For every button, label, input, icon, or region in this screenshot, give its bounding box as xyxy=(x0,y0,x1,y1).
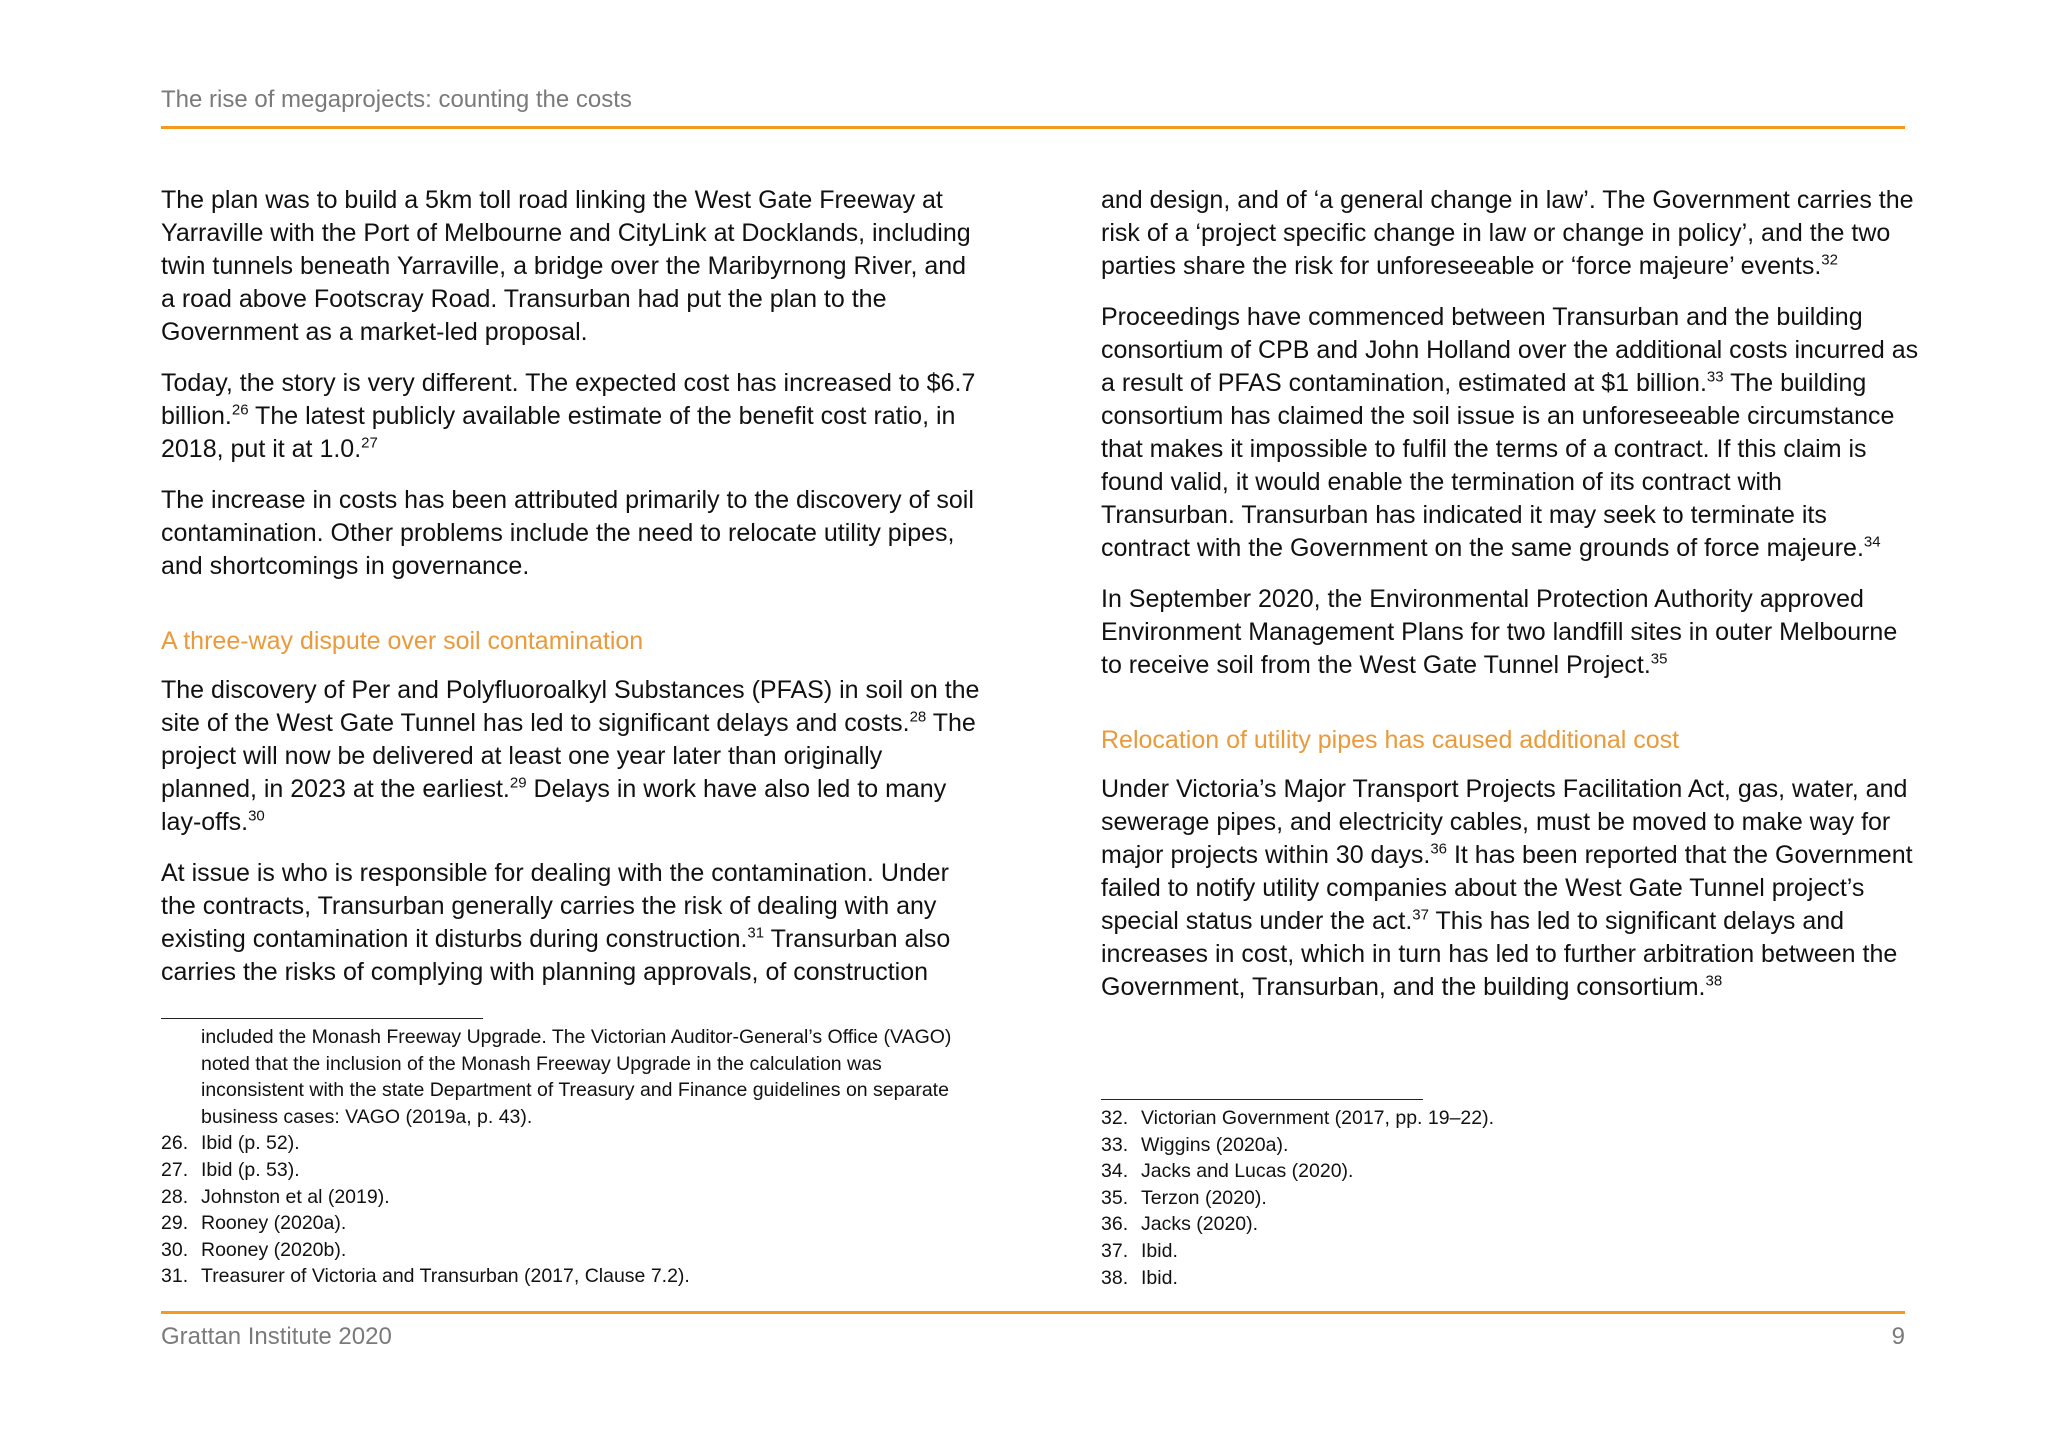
footer-organization: Grattan Institute 2020 xyxy=(161,1323,392,1350)
footnote-ref[interactable]: 28 xyxy=(909,708,927,726)
footnote-ref[interactable]: 35 xyxy=(1650,650,1668,668)
header-rule xyxy=(161,126,1905,129)
footnote-item: 32. Victorian Government (2017, pp. 19–22). xyxy=(1101,1107,1495,1129)
footnote-item: 35. Terzon (2020). xyxy=(1101,1186,1267,1209)
footnotes-left xyxy=(161,1024,981,1290)
footnote-item: 30. Rooney (2020b). xyxy=(161,1238,347,1261)
right-column xyxy=(1101,184,1921,1022)
footnote-ref[interactable]: 37 xyxy=(1412,906,1429,924)
footnote-ref[interactable]: 36 xyxy=(1430,840,1447,858)
footnote-ref[interactable]: 38 xyxy=(1705,972,1723,990)
paragraph: At issue is who is responsible for dealing with the contamination. Under the contracts, Transurban generally carries the risk of dealing with any existing contamination it disturbs during construction.$^{31}$ Transurban also carries the risks of complying with planning approvals, of construction xyxy=(161,859,951,986)
footnote-rule xyxy=(161,1018,483,1019)
footnote-ref[interactable]: 32 xyxy=(1821,251,1838,269)
footnote-item: 26. Ibid (p. 52). xyxy=(161,1132,300,1155)
footnote-item: 34. Jacks and Lucas (2020). xyxy=(1101,1160,1354,1183)
paragraph: The increase in costs has been attributed primarily to the discovery of soil contamination. Other problems include the need to relocate utility pipes, and shortcomings in governance. xyxy=(161,486,974,580)
paragraph: The plan was to build a 5km toll road linking the West Gate Freeway at Yarraville with the Port of Melbourne and CityLink at Docklands, including twin tunnels beneath Yarraville, a bridge over the Maribyrnong River, and a road above Footscray Road. Transurban had put the plan to the Government as a market-led proposal. xyxy=(161,186,971,346)
page-number: 9 xyxy=(1891,1323,1905,1350)
footnote-ref[interactable]: 34 xyxy=(1863,533,1881,551)
section-heading: A three-way dispute over soil contamination xyxy=(161,627,644,655)
footnote-item: 27. Ibid (p. 53). xyxy=(161,1158,300,1181)
paragraph: and design, and of ‘a general change in law’. The Government carries the risk of a ‘project specific change in law or change in policy’, and the two parties share the risk for unforeseeable or ‘force majeure’ events.$^{32}$ xyxy=(1101,186,1914,280)
footnote-item: 36. Jacks (2020). xyxy=(1101,1213,1259,1236)
footnote-ref[interactable]: 33 xyxy=(1706,368,1724,386)
paragraph: Under Victoria’s Major Transport Projects Facilitation Act, gas, water, and sewerage pipes, and electricity cables, must be moved to make way for major projects within 30 days.$^{36}$ It has been reported that the Government failed to notify utility companies about the West Gate Tunnel project’s special status under the act.$^{37}$ This has led to significant delays and increases in cost, which in turn has led to further arbitration between the Government, Transurban, and the building consortium.$^{38}$ xyxy=(1101,775,1913,1001)
paragraph: In September 2020, the Environmental Protection Authority approved Environment Management Plans for two landfill sites in outer Melbourne to receive soil from the West Gate Tunnel Project.$^{35}$ xyxy=(1101,585,1898,679)
paragraph: Proceedings have commenced between Transurban and the building consortium of CPB and John Holland over the additional costs incurred as a result of PFAS contamination, estimated at $1 billion.$^{33}$ The building consortium has claimed the soil issue is an unforeseeable circumstance that makes it impossible to fulfil the terms of a contract. If this claim is found valid, it would enable the termination of its contract with Transurban. Transurban has indicated it may seek to terminate its contract with the Government on the same grounds of force majeure.$^{34}$ xyxy=(1101,303,1919,562)
footnote-rule xyxy=(1101,1099,1423,1100)
paragraph: Today, the story is very different. The expected cost has increased to $6.7 billion.$^{26}$ The latest publicly available estimate of the benefit cost ratio, in 2018, put it at 1.0.27 xyxy=(161,369,976,463)
footnote-ref[interactable]: 31 xyxy=(747,924,765,942)
footnote-ref[interactable]: 27 xyxy=(361,434,378,452)
running-header: The rise of megaprojects: counting the costs xyxy=(161,86,632,113)
paragraph: The discovery of Per and Polyfluoroalkyl Substances (PFAS) in soil on the site of the West Gate Tunnel has led to significant delays and costs.$^{28}$ The project will now be delivered at least one year later than originally planned, in 2023 at the earliest.$^{29}$ Delays in work have also led to many lay-offs.$^{30}$ xyxy=(161,676,980,836)
footnotes-right xyxy=(1101,1105,1921,1291)
footnote-ref[interactable]: 26 xyxy=(231,401,249,419)
footnote-item: 31. Treasurer of Victoria and Transurban (2017, Clause 7.2). xyxy=(161,1265,690,1288)
footnote-item: 38. Ibid. xyxy=(1101,1266,1178,1289)
footnote-continuation: included the Monash Freeway Upgrade. The Victorian Auditor-General’s Office (VAGO) noted that the inclusion of the Monash Freeway Upgrade in the calculation was inconsistent with the state Department of Treasury and Finance guidelines on separate business cases: VAGO (2019a, p. 43). xyxy=(201,1026,952,1128)
footnote-item: 28. Johnston et al (2019). xyxy=(161,1185,390,1208)
footer-rule xyxy=(161,1311,1905,1314)
footnote-ref[interactable]: 30 xyxy=(248,807,265,825)
left-column xyxy=(161,184,981,1007)
footnote-ref[interactable]: 29 xyxy=(509,774,527,792)
footnote-item: 33. Wiggins (2020a). xyxy=(1101,1133,1289,1156)
section-heading: Relocation of utility pipes has caused additional cost xyxy=(1101,726,1680,754)
footnote-item: 37. Ibid. xyxy=(1101,1239,1178,1262)
footnote-item: 29. Rooney (2020a). xyxy=(161,1212,347,1235)
